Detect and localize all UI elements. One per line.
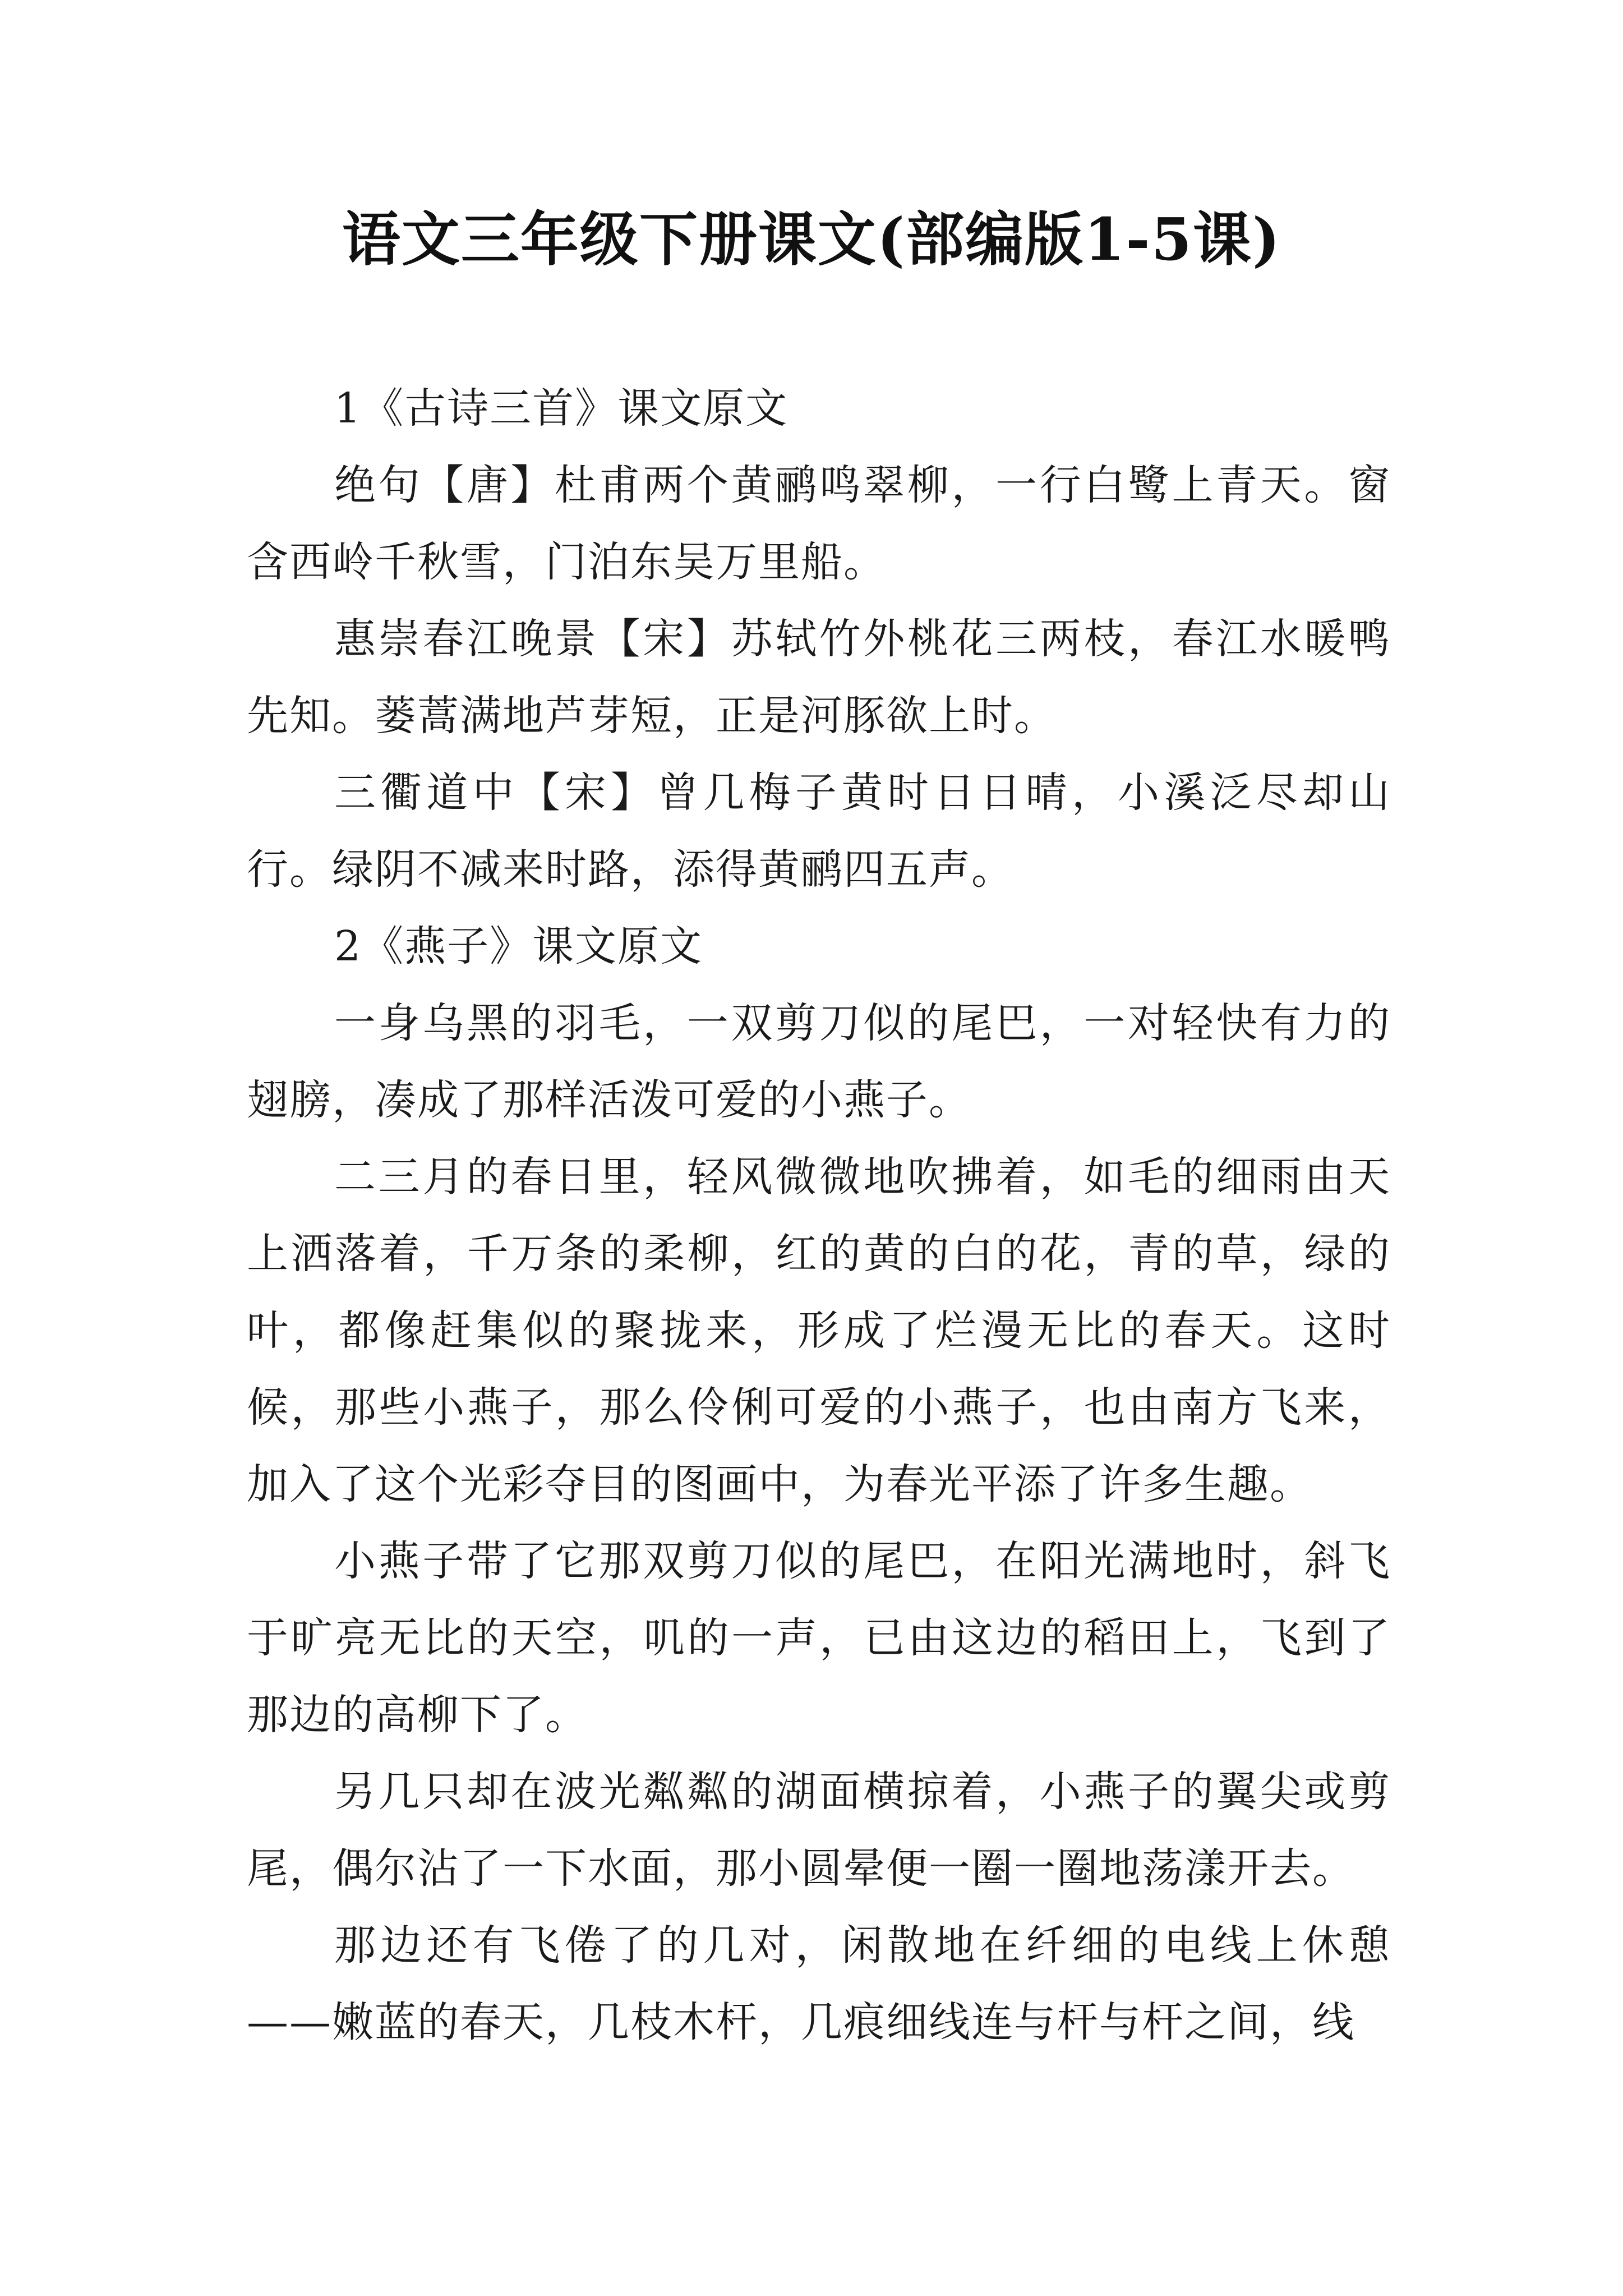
document-title: 语文三年级下册课文(部编版1-5课) (342, 205, 1281, 274)
paragraph: 那边还有飞倦了的几对，闲散地在纤细的电线上休憩——嫩蓝的春天，几枝木杆，几痕细线连与杆与杆之间，线 (247, 1921, 1391, 2046)
paragraph: 另几只却在波光粼粼的湖面横掠着，小燕子的翼尖或剪尾，偶尔沾了一下水面，那小圆晕便一圈一圈地荡漾开去。 (247, 1768, 1391, 1893)
paragraph: 一身乌黑的羽毛，一双剪刀似的尾巴，一对轻快有力的翅膀，凑成了那样活泼可爱的小燕子。 (247, 999, 1391, 1124)
poem-sanqu-daozhong: 三衢道中【宋】曾几梅子黄时日日晴，小溪泛尽却山行。绿阴不减来时路，添得黄鹂四五声。 (247, 769, 1391, 894)
lesson-1-heading: 1《古诗三首》课文原文 (334, 384, 789, 432)
paragraph: 小燕子带了它那双剪刀似的尾巴，在阳光满地时，斜飞于旷亮无比的天空，叽的一声，已由这边的稻田上，飞到了那边的高柳下了。 (247, 1537, 1391, 1739)
document-body (247, 370, 1391, 2061)
poem-huichong-chunjiang-wanjing: 惠崇春江晚景【宋】苏轼竹外桃花三两枝，春江水暖鸭先知。蒌蒿满地芦芽短，正是河豚欲上时。 (247, 615, 1391, 740)
paragraph: 二三月的春日里，轻风微微地吹拂着，如毛的细雨由天上洒落着，千万条的柔柳，红的黄的白的花，青的草，绿的叶，都像赶集似的聚拢来，形成了烂漫无比的春天。这时候，那些小燕子，那么伶俐可爱的小燕子，也由南方飞来，加入了这个光彩夺目的图画中，为春光平添了许多生趣。 (247, 1153, 1391, 1508)
poem-jueju: 绝句【唐】杜甫两个黄鹂鸣翠柳，一行白鹭上青天。窗含西岭千秋雪，门泊东吴万里船。 (247, 461, 1391, 586)
lesson-2-heading: 2《燕子》课文原文 (334, 922, 703, 970)
